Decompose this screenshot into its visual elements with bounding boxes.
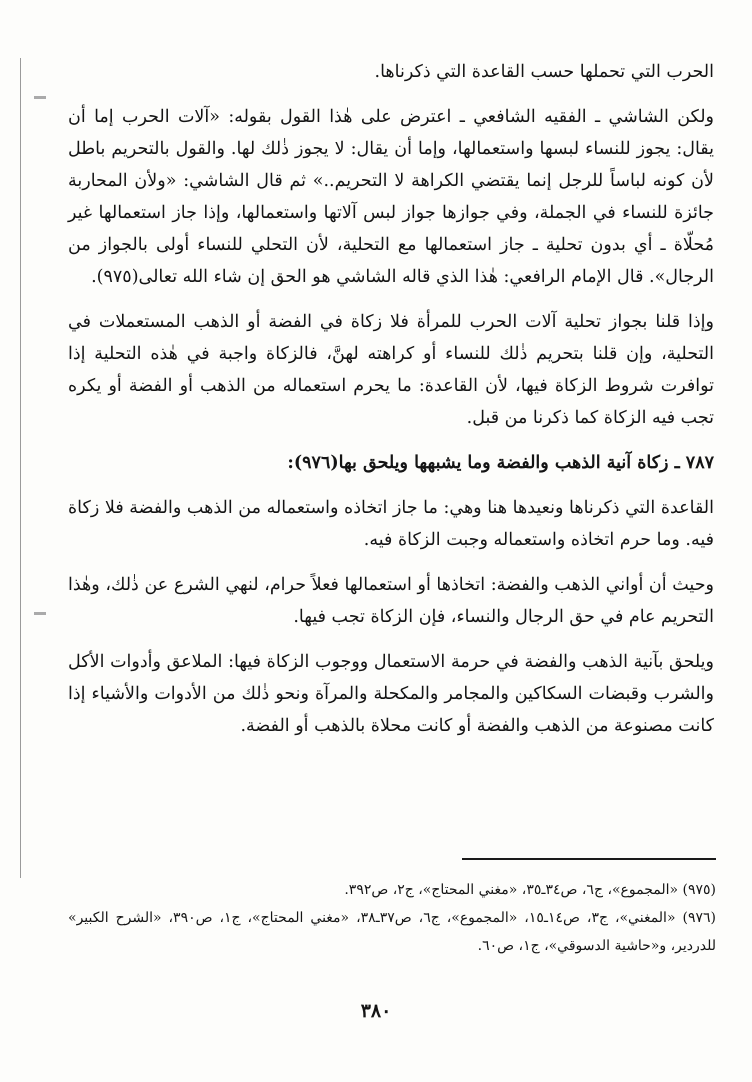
paragraph: وإذا قلنا بجواز تحلية آلات الحرب للمرأة فلا زكاة في الفضة أو الذهب المستعملات في التحلية، وإن قلنا بتحريم ذٰلك للنساء أو كراهته لهنَّ، فالزكاة واجبة في هٰذه التحلية إذا توافرت شروط الزكاة فيها، لأن القاعدة: ما يحرم استعماله من الذهب أو الفضة أو يكره تجب فيه الزكاة كما ذكرنا من قبل. [68, 312, 714, 428]
footnotes [68, 876, 716, 960]
paragraph: الحرب التي تحملها حسب القاعدة التي ذكرناها. [374, 62, 714, 82]
margin-line [20, 58, 21, 878]
footnote-separator [462, 858, 716, 860]
main-text [68, 56, 714, 755]
paragraph: ويلحق بآنية الذهب والفضة في حرمة الاستعمال ووجوب الزكاة فيها: الملاعق وأدوات الأكل والشرب وقبضات السكاكين والمجامر والمكحلة والمرآة ونحو ذٰلك من الأدوات والأشياء إذا كانت مصنوعة من الذهب والفضة أو كانت محلاة بالذهب أو الفضة. [68, 652, 714, 736]
paragraph: ولكن الشاشي ـ الفقيه الشافعي ـ اعترض على هٰذا القول بقوله: «آلات الحرب إما أن يقال: يجوز للنساء لبسها واستعمالها، وإما أن يقال: لا يجوز ذٰلك لها. والقول بالتحريم باطل لأن كونه لباساً للرجل إنما يقتضي الكراهة لا التحريم..» ثم قال الشاشي: «ولأن المحاربة جائزة للنساء في الجملة، وفي جوازها جواز لبس آلاتها واستعمالها، وإذا جاز استعمالها غير مُحلّاة ـ أي بدون تحلية ـ جاز استعمالها مع التحلية، لأن التحلي للنساء أولى بالجواز من الرجال». قال الإمام الرافعي: هٰذا الذي قاله الشاشي هو الحق إن شاء الله تعالى(٩٧٥). [68, 107, 714, 287]
scan-mark [34, 612, 46, 615]
paragraph: القاعدة التي ذكرناها ونعيدها هنا وهي: ما جاز اتخاذه واستعماله من الذهب والفضة فلا زكاة فيه. وما حرم اتخاذه واستعماله وجبت الزكاة فيه. [68, 498, 714, 550]
scan-mark [34, 96, 46, 99]
footnote: (٩٧٦) «المغني»، ج٣، ص١٤ـ١٥، «المجموع»، ج٦، ص٣٧ـ٣٨، «مغني المحتاج»، ج١، ص٣٩٠، «الشرح الكبير» للدردير، و«حاشية الدسوقي»، ج١، ص٦٠. [68, 910, 716, 954]
paragraph: وحيث أن أواني الذهب والفضة: اتخاذها أو استعمالها فعلاً حرام، لنهي الشرع عن ذٰلك، وهٰذا التحريم عام في حق الرجال والنساء، فإن الزكاة تجب فيها. [68, 575, 714, 627]
footnote: (٩٧٥) «المجموع»، ج٦، ص٣٤ـ٣٥، «مغني المحتاج»، ج٢، ص٣٩٢. [344, 882, 716, 898]
page-number: ٣٨٠ [360, 1000, 392, 1022]
section-heading: ٧٨٧ ـ زكاة آنية الذهب والفضة وما يشبهها ويلحق بها(٩٧٦): [287, 453, 714, 473]
